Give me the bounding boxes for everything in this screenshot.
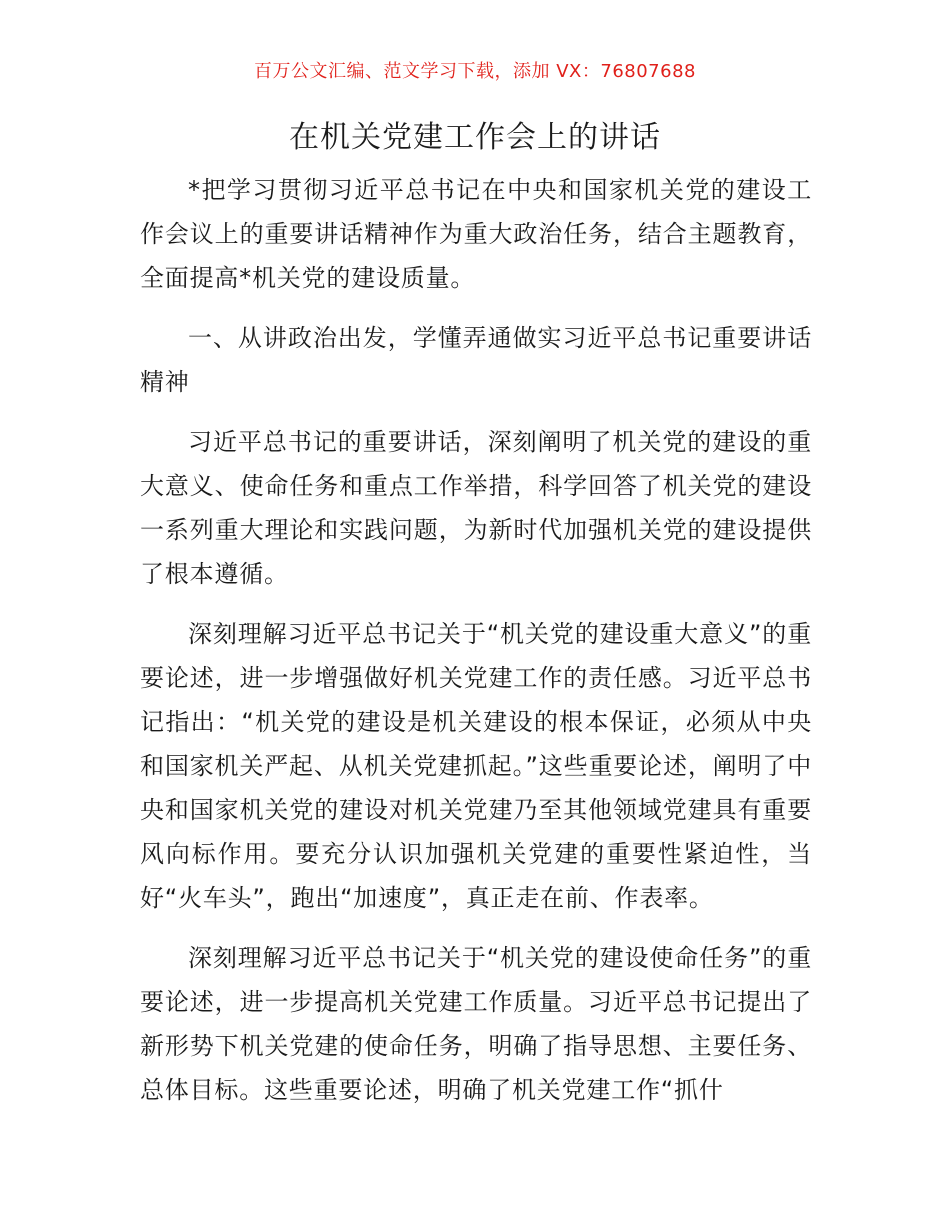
document-title: 在机关党建工作会上的讲话 bbox=[289, 120, 661, 155]
document-body bbox=[140, 168, 812, 1128]
watermark-header-text: 百万公文汇编、范文学习下载，添加 VX：76807688 bbox=[254, 61, 696, 82]
paragraph-speech-summary: 习近平总书记的重要讲话，深刻阐明了机关党的建设的重大意义、使命任务和重点工作举措，科学回答了机关党的建设一系列重大理论和实践问题，为新时代加强机关党的建设提供了根本遵循。 bbox=[140, 428, 812, 588]
paragraph-mission: 深刻理解习近平总书记关于“机关党的建设使命任务”的重要论述，进一步提高机关党建工作质量。习近平总书记提出了新形势下机关党建的使命任务，明确了指导思想、主要任务、总体目标。这些重要论述，明确了机关党建工作“抓什 bbox=[140, 944, 812, 1104]
section-heading-1: 一、从讲政治出发，学懂弄通做实习近平总书记重要讲话精神 bbox=[140, 324, 812, 396]
paragraph-significance: 深刻理解习近平总书记关于“机关党的建设重大意义”的重要论述，进一步增强做好机关党建工作的责任感。习近平总书记指出：“机关党的建设是机关建设的根本保证，必须从中央和国家机关严起、从机关党建抓起。”这些重要论述，阐明了中央和国家机关党的建设对机关党建乃至其他领域党建具有重要风向标作用。要充分认识加强机关党建的重要性紧迫性，当好“火车头”，跑出“加速度”，真正走在前、作表率。 bbox=[140, 620, 813, 912]
paragraph-intro: *把学习贯彻习近平总书记在中央和国家机关党的建设工作会议上的重要讲话精神作为重大政治任务，结合主题教育，全面提高*机关党的建设质量。 bbox=[140, 176, 812, 292]
